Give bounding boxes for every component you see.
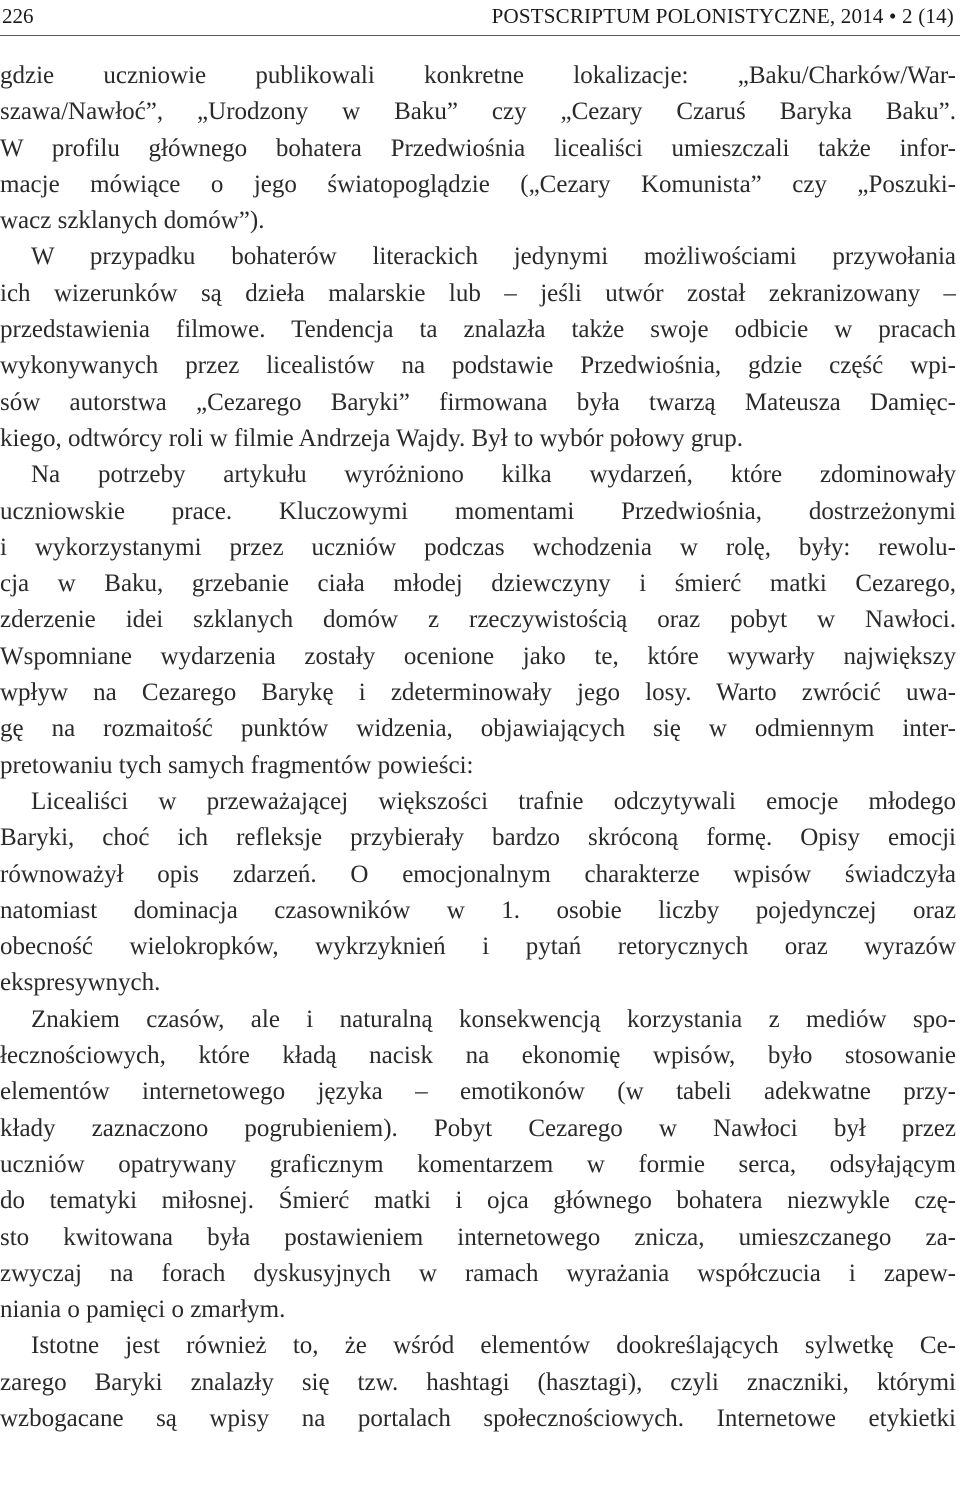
text-line: wzbogacane są wpisy na portalach społecznościowych. Internetowe etykietki: [0, 1404, 956, 1432]
text-line: gę na rozmaitość punktów widzenia, objawiających się w odmiennym inter-: [0, 715, 956, 743]
text-line: uczniowskie prace. Kluczowymi momentami Przedwiośnia, dostrzeżonymi: [0, 497, 956, 525]
text-line: przedstawienia filmowe. Tendencja ta znalazła także swoje odbicie w pracach: [0, 316, 956, 344]
text-line: pretowaniu tych samych fragmentów powieści:: [0, 751, 474, 779]
text-line: kiego, odtwórcy roli w filmie Andrzeja Wajdy. Był to wybór połowy grup.: [0, 424, 744, 452]
text-line: ich wizerunków są dzieła malarskie lub – jeśli utwór został zekranizowany –: [0, 279, 956, 307]
text-line: do tematyki miłosnej. Śmierć matki i ojca głównego bohatera niezwykle czę-: [0, 1187, 956, 1215]
text-line: sto kwitowana była postawieniem internetowego znicza, umieszczanego za-: [0, 1223, 956, 1251]
text-line: Baryki, choć ich refleksje przybierały bardzo skróconą formę. Opisy emocji: [0, 824, 956, 852]
text-line: łecznościowych, które kładą nacisk na ekonomię wpisów, było stosowanie: [0, 1042, 956, 1070]
text-line: równoważył opis zdarzeń. O emocjonalnym charakterze wpisów świadczyła: [0, 860, 956, 888]
text-line: gdzie uczniowie publikowali konkretne lokalizacje: „Baku/Charków/War-: [0, 62, 956, 89]
page-number: 226: [2, 4, 34, 28]
text-line: Licealiści w przeważającej większości trafnie odczytywali emocje młodego: [31, 787, 956, 815]
text-line: wykonywanych przez licealistów na podstawie Przedwiośnia, gdzie część wpi-: [0, 352, 956, 380]
text-line: niania o pamięci o zmarłym.: [0, 1296, 286, 1324]
text-line: W przypadku bohaterów literackich jedynymi możliwościami przywołania: [31, 243, 956, 271]
text-line: wacz szklanych domów”).: [0, 207, 265, 235]
text-line: cja w Baku, grzebanie ciała młodej dziewczyny i śmierć matki Cezarego,: [0, 570, 956, 598]
text-line: Istotne jest również to, że wśród elementów dookreślających sylwetkę Ce-: [31, 1332, 956, 1360]
text-line: obecność wielokropków, wykrzyknień i pytań retorycznych oraz wyrazów: [0, 933, 956, 961]
text-line: szawa/Nawłoć”, „Urodzony w Baku” czy „Cezary Czaruś Baryka Baku”.: [0, 98, 956, 126]
page-header: [0, 0, 960, 40]
header-rule: [0, 35, 960, 36]
text-line: i wykorzystanymi przez uczniów podczas wchodzenia w rolę, były: rewolu-: [0, 533, 956, 561]
text-line: zderzenie idei szklanych domów z rzeczywistością oraz pobyt w Nawłoci.: [0, 606, 956, 634]
text-line: uczniów opatrywany graficznym komentarzem w formie serca, odsyłającym: [0, 1150, 956, 1178]
text-line: Na potrzeby artykułu wyróżniono kilka wydarzeń, które zdominowały: [31, 461, 956, 489]
text-line: Wspomniane wydarzenia zostały ocenione jako te, które wywarły największy: [0, 642, 956, 670]
text-line: wpływ na Cezarego Barykę i zdeterminowały jego losy. Warto zwrócić uwa-: [0, 679, 956, 707]
text-line: ekspresywnych.: [0, 969, 161, 997]
text-line: elementów internetowego języka – emotikonów (w tabeli adekwatne przy-: [0, 1078, 956, 1106]
text-line: Znakiem czasów, ale i naturalną konsekwencją korzystania z mediów spo-: [31, 1005, 956, 1033]
text-line: kłady zaznaczono pogrubieniem). Pobyt Cezarego w Nawłoci był przez: [0, 1114, 956, 1142]
running-head: POSTSCRIPTUM POLONISTYCZNE, 2014 • 2 (14): [491, 4, 954, 28]
text-line: W profilu głównego bohatera Przedwiośnia licealiści umieszczali także infor-: [0, 134, 956, 162]
body-text: [0, 58, 956, 1437]
text-line: sów autorstwa „Cezarego Baryki” firmowana była twarzą Mateusza Damięc-: [0, 388, 956, 416]
text-line: zwyczaj na forach dyskusyjnych w ramach wyrażania współczucia i zapew-: [0, 1259, 956, 1287]
text-line: zarego Baryki znalazły się tzw. hashtagi (hasztagi), czyli znaczniki, którymi: [0, 1368, 956, 1396]
text-line: macje mówiące o jego światopoglądzie („Cezary Komunista” czy „Poszuki-: [0, 170, 956, 198]
text-line: natomiast dominacja czasowników w 1. osobie liczby pojedynczej oraz: [0, 896, 956, 924]
